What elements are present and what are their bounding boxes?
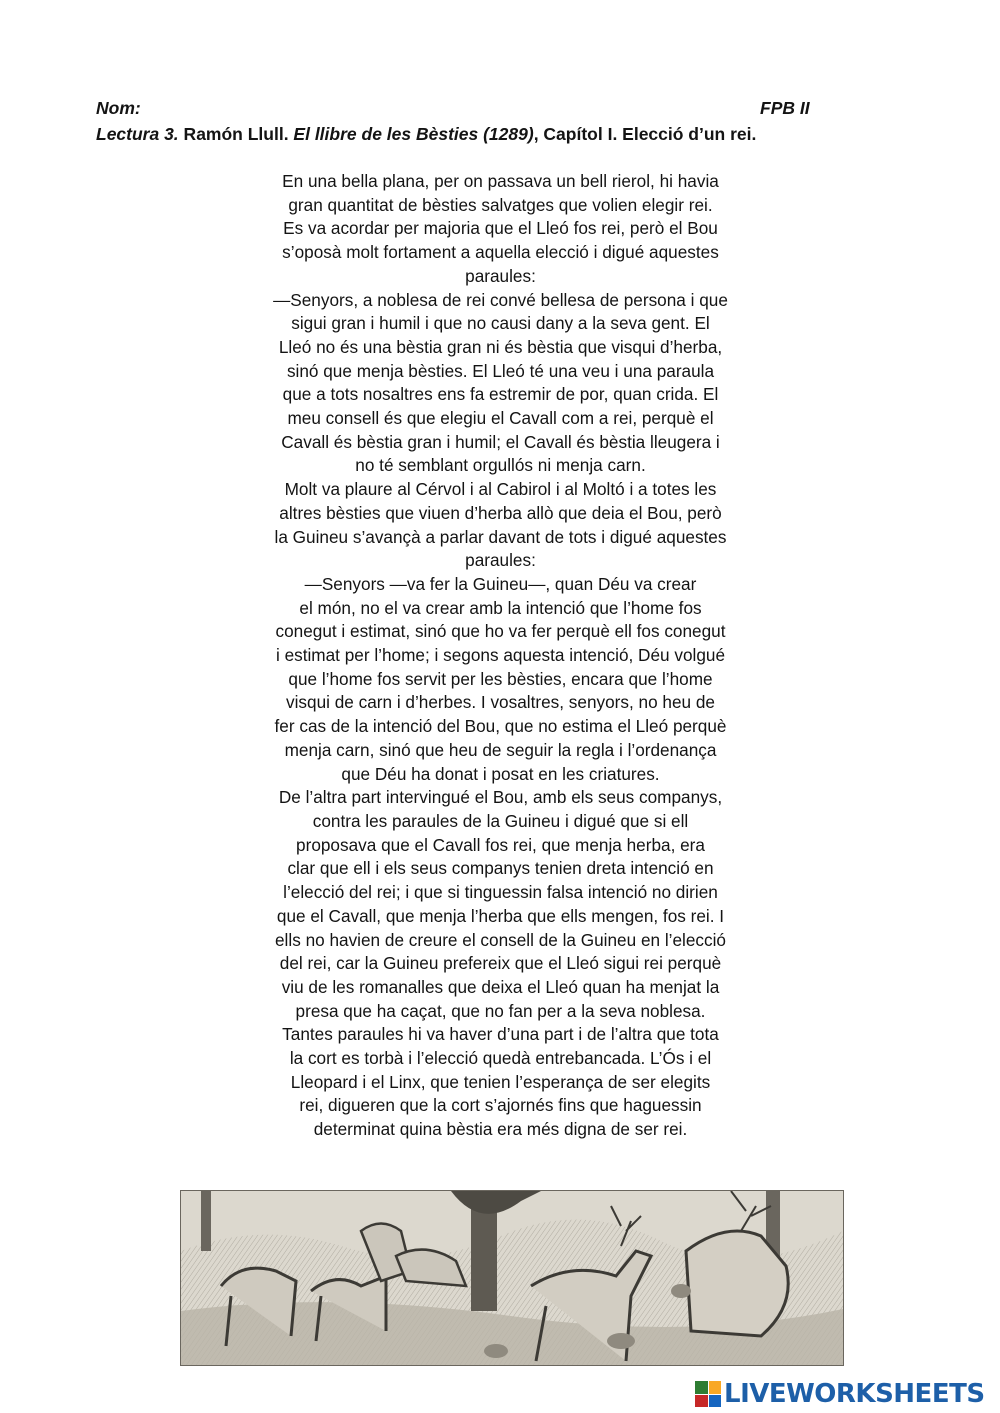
text-line: gran quantitat de bèsties salvatges que volien elegir rei. — [288, 194, 713, 215]
reading-title — [96, 124, 756, 145]
liveworksheets-logo-icon — [695, 1381, 721, 1407]
text-line: ells no havien de creure el consell de la Guineu en l’elecció — [275, 929, 726, 950]
text-line: la cort es torbà i l’elecció quedà entrebancada. L’Ós i el — [289, 1048, 712, 1069]
text-line: que el Cavall, que menja l’herba que ells mengen, fos rei. I — [276, 905, 725, 926]
logo-square-red — [695, 1395, 708, 1408]
text-line: el món, no el va crear amb la intenció que l’home fos — [299, 597, 702, 618]
reading-text — [228, 170, 773, 1142]
text-line: Tantes paraules hi va haver d’una part i de l’altra que tota — [282, 1024, 719, 1045]
text-line: —Senyors, a noblesa de rei convé bellesa de persona i que — [273, 289, 728, 310]
liveworksheets-logo[interactable] — [695, 1378, 985, 1410]
text-line: i estimat per l’home; i segons aquesta intenció, Déu volgué — [275, 645, 726, 666]
text-line: no té semblant orgullós ni menja carn. — [355, 455, 646, 476]
animals-engraving-image — [180, 1190, 844, 1366]
text-line: viu de les romanalles que deixa el Lleó quan ha menjat la — [281, 976, 720, 997]
text-line: l’elecció del rei; i que si tinguessin falsa intenció no dirien — [283, 882, 718, 903]
text-line: del rei, car la Guineu prefereix que el Lleó sigui rei perquè — [279, 953, 722, 974]
text-line: la Guineu s’avançà a parlar davant de tots i digué aquestes — [274, 526, 727, 547]
text-line: visqui de carn i d’herbes. I vosaltres, senyors, no heu de — [286, 692, 715, 713]
name-label: Nom: — [96, 98, 141, 118]
text-line: s’oposà molt fortament a aquella elecció i digué aquestes — [282, 242, 719, 263]
text-line: rei, digueren que la cort s’ajornés fins que haguessin — [299, 1095, 702, 1116]
text-line: Cavall és bèstia gran i humil; el Cavall és bèstia lleugera i — [281, 431, 720, 452]
text-line: fer cas de la intenció del Bou, que no estima el Lleó perquè — [274, 716, 727, 737]
liveworksheets-logo-text: LIVEWORKSHEETS — [724, 1379, 985, 1409]
reading-number: Lectura 3. — [96, 124, 179, 144]
logo-square-yellow — [709, 1381, 722, 1394]
text-line: —Senyors —va fer la Guineu—, quan Déu va crear — [304, 573, 697, 594]
logo-square-green — [695, 1381, 708, 1394]
text-line: menja carn, sinó que heu de seguir la regla i l’ordenança — [284, 739, 717, 760]
text-line: que a tots nosaltres ens fa estremir de por, quan crida. El — [282, 384, 719, 405]
text-line: De l’altra part intervingué el Bou, amb els seus companys, — [278, 787, 723, 808]
text-line: clar que ell i els seus companys tenien dreta intenció en — [287, 858, 714, 879]
text-line: presa que ha caçat, que no fan per a la seva noblesa. — [295, 1000, 706, 1021]
text-line: Lleó no és una bèstia gran ni és bèstia que visqui d’herba, — [278, 336, 723, 357]
text-line: conegut i estimat, sinó que ho va fer perquè ell fos conegut — [275, 621, 726, 642]
text-line: determinat quina bèstia era més digna de ser rei. — [313, 1119, 688, 1140]
text-line: Es va acordar per majoria que el Lleó fos rei, però el Bou — [283, 218, 718, 239]
text-line: paraules: — [465, 550, 536, 571]
engraving-drawing — [181, 1191, 843, 1365]
chapter-title: , Capítol I. Elecció d’un rei. — [533, 124, 757, 144]
text-line: que Déu ha donat i posat en les criatures. — [341, 763, 660, 784]
text-line: Molt va plaure al Cérvol i al Cabirol i al Moltó i a totes les — [284, 479, 717, 500]
text-line: sinó que menja bèsties. El Lleó té una veu i una paraula — [286, 360, 715, 381]
text-line: paraules: — [465, 265, 536, 286]
text-line: que l’home fos servit per les bèsties, encara que l’home — [288, 668, 713, 689]
text-line: sigui gran i humil i que no causi dany a la seva gent. El — [291, 313, 710, 334]
course-label: FPB II — [760, 98, 810, 118]
text-line: En una bella plana, per on passava un bell rierol, hi havia — [282, 171, 719, 191]
text-line: meu consell és que elegiu el Cavall com a rei, perquè el — [287, 408, 714, 429]
book-title: El llibre de les Bèsties (1289) — [293, 124, 534, 144]
text-line: proposava que el Cavall fos rei, que menja herba, era — [296, 834, 705, 855]
reading-author: Ramón Llull. — [178, 124, 294, 144]
text-line: altres bèsties que viuen d’herba allò que deia el Bou, però — [279, 502, 722, 523]
logo-square-blue — [709, 1395, 722, 1408]
text-line: contra les paraules de la Guineu i digué que si ell — [312, 810, 689, 831]
text-line: Lleopard i el Linx, que tenien l’esperança de ser elegits — [290, 1071, 711, 1092]
